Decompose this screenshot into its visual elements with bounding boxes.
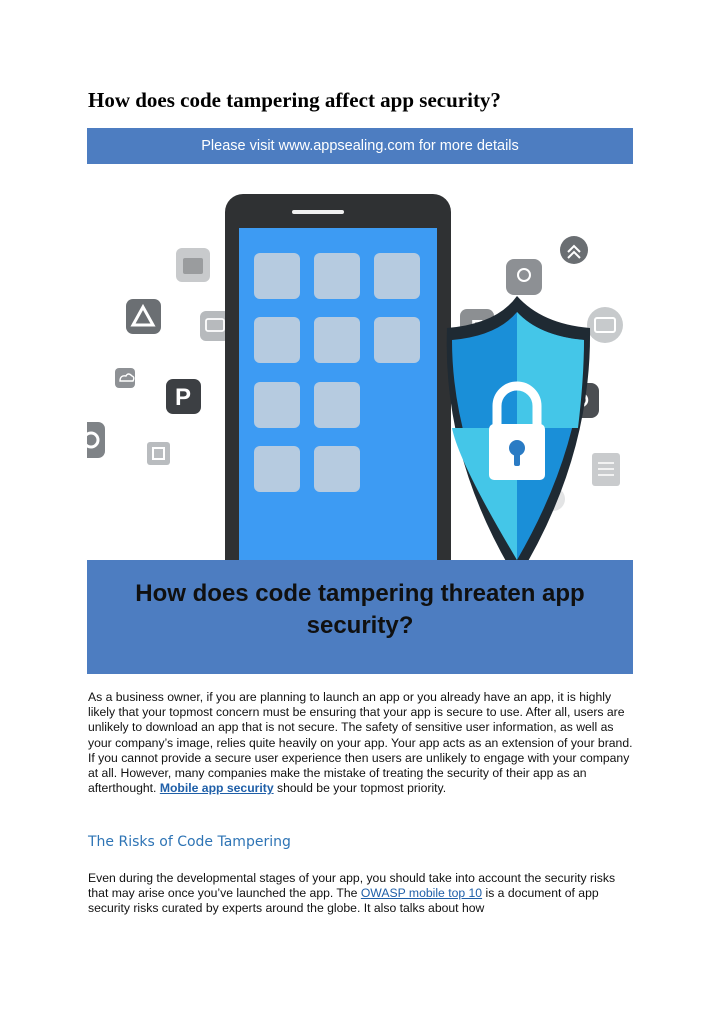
paragraph-risks-tail: is a document of app security risks curated by experts around the globe. It also talks about how [88, 886, 599, 916]
paragraph-risks [88, 871, 636, 917]
paragraph-risks-text: Even during the developmental stages of your app, you should take into account the security risks that may arise once you’ve launched the app. The [88, 871, 616, 901]
banner-image [87, 128, 633, 674]
paragraph-intro [88, 690, 636, 796]
banner-caption-line2: security? [306, 612, 414, 639]
triangle-icon [126, 299, 161, 334]
mobile-app-security-link[interactable]: Mobile app security [159, 781, 274, 796]
calendar-icon [176, 248, 210, 282]
scroll-up-icon [560, 236, 588, 264]
parking-icon [166, 379, 201, 414]
svg-text:P: P [174, 384, 192, 411]
location-icon [506, 259, 542, 295]
banner-caption-line1: How does code tampering threaten app [135, 580, 585, 607]
cloud-icon [115, 368, 135, 388]
page-title: How does code tampering affect app security? [88, 88, 501, 112]
banner-caption [87, 578, 633, 642]
owasp-link[interactable]: OWASP mobile top 10 [360, 886, 483, 901]
section-heading: The Risks of Code Tampering [88, 834, 291, 850]
paragraph-intro-text: As a business owner, if you are planning to launch an app or you already have an app, it is highly likely that your topmost concern must be ensuring that your app is secure to use. After all, users are unlikely to download an app that is not secure. The safety of sensitive user information, as well as your company’s image, relies quite heavily on your app. Your app acts as an extension of your brand. If you cannot provide a secure user experience then users are unlikely to engage with your company at all. However, many companies make the mistake of treating the security of their app as an afterthought. [88, 690, 633, 796]
stop-icon [147, 442, 170, 465]
phone-illustration [225, 194, 451, 614]
record-icon [87, 422, 105, 458]
document-icon [592, 453, 620, 486]
paragraph-intro-tail: should be your topmost priority. [277, 781, 447, 796]
banner-top-bar: Please visit www.appsealing.com for more details [87, 128, 633, 164]
camera-icon [587, 307, 623, 343]
shield-lock-illustration [447, 296, 590, 580]
